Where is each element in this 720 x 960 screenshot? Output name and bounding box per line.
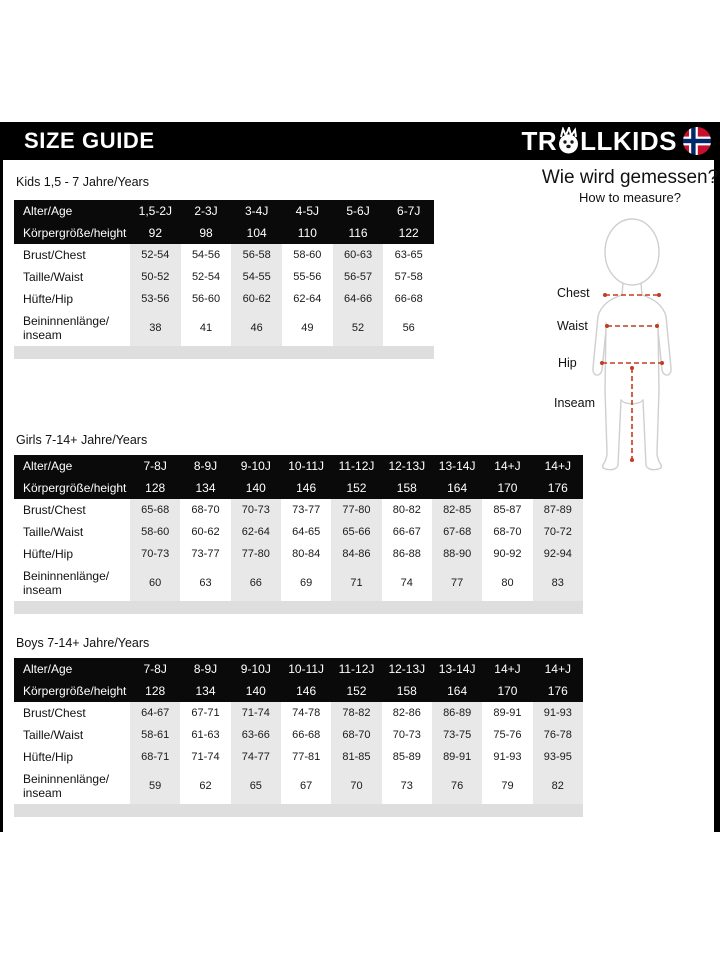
row-label: Taille/Waist bbox=[23, 524, 84, 539]
section-label-boys: Boys 7-14+ Jahre/Years bbox=[16, 636, 150, 650]
value-cell: 71-74 bbox=[191, 751, 220, 763]
value-cell: 91-93 bbox=[533, 702, 583, 724]
title-bar bbox=[0, 122, 720, 160]
value-cell: 77 bbox=[432, 565, 482, 601]
value-cell: 12-13J bbox=[388, 662, 426, 676]
table-header bbox=[14, 200, 434, 244]
table-header bbox=[14, 455, 583, 499]
value-cell: 140 bbox=[245, 684, 266, 698]
value-cell: 90-92 bbox=[493, 548, 522, 560]
value-cell: 152 bbox=[346, 684, 367, 698]
value-cell: 4-5J bbox=[295, 204, 320, 218]
value-cell: 52 bbox=[333, 310, 384, 346]
value-cell: 7-8J bbox=[143, 662, 167, 676]
table-footer-bar bbox=[14, 804, 583, 817]
table-footer-bar bbox=[14, 601, 583, 614]
value-cell: 128 bbox=[145, 481, 166, 495]
value-cell: 66-67 bbox=[392, 526, 421, 538]
value-cell: 71 bbox=[331, 565, 381, 601]
value-cell: 8-9J bbox=[193, 662, 218, 676]
value-cell: 65-66 bbox=[331, 521, 381, 543]
value-cell: 57-58 bbox=[394, 271, 423, 283]
table-row bbox=[14, 768, 583, 804]
value-cell: 8-9J bbox=[193, 459, 218, 473]
value-cell: 116 bbox=[348, 226, 368, 240]
value-cell: 170 bbox=[497, 684, 518, 698]
value-cell: 63 bbox=[199, 577, 212, 589]
value-cell: 70-73 bbox=[130, 543, 180, 565]
left-frame-line bbox=[0, 160, 3, 832]
value-cell: 80-84 bbox=[292, 548, 321, 560]
brand-logo bbox=[521, 126, 712, 156]
row-label: Brust/Chest bbox=[23, 247, 86, 262]
size-table-kids bbox=[14, 200, 434, 359]
table-row bbox=[14, 521, 583, 543]
row-label: Beininnenlänge/ inseam bbox=[23, 313, 110, 342]
value-cell: 134 bbox=[195, 684, 216, 698]
brand-text-left: TR bbox=[521, 126, 558, 156]
table-row bbox=[14, 543, 583, 565]
value-cell: 62-64 bbox=[293, 293, 322, 305]
row-label: Alter/Age bbox=[23, 203, 73, 218]
value-cell: 56-57 bbox=[333, 266, 384, 288]
size-table-girls bbox=[14, 455, 583, 614]
value-cell: 62-64 bbox=[231, 521, 281, 543]
value-cell: 46 bbox=[231, 310, 282, 346]
value-cell: 134 bbox=[195, 481, 216, 495]
value-cell: 56-60 bbox=[191, 293, 221, 305]
value-cell: 53-56 bbox=[130, 288, 181, 310]
value-cell: 176 bbox=[547, 684, 568, 698]
table-row bbox=[14, 310, 434, 346]
value-cell: 89-91 bbox=[493, 707, 522, 719]
table-row bbox=[14, 477, 583, 499]
row-label: Taille/Waist bbox=[23, 269, 84, 284]
value-cell: 52-54 bbox=[191, 271, 221, 283]
row-label: Alter/Age bbox=[23, 661, 73, 676]
value-cell: 14+J bbox=[494, 662, 521, 676]
table-row bbox=[14, 200, 434, 222]
value-cell: 6-7J bbox=[397, 204, 421, 218]
value-cell: 67-71 bbox=[191, 707, 220, 719]
value-cell: 86-89 bbox=[432, 702, 482, 724]
value-cell: 152 bbox=[346, 481, 367, 495]
value-cell: 1,5-2J bbox=[138, 204, 173, 218]
body-figure bbox=[545, 218, 715, 473]
value-cell: 80 bbox=[501, 577, 514, 589]
value-cell: 70 bbox=[331, 768, 381, 804]
table-row bbox=[14, 244, 434, 266]
value-cell: 158 bbox=[396, 481, 417, 495]
value-cell: 73-75 bbox=[432, 724, 482, 746]
value-cell: 10-11J bbox=[288, 459, 325, 473]
value-cell: 92-94 bbox=[533, 543, 583, 565]
value-cell: 68-70 bbox=[331, 724, 381, 746]
table-row bbox=[14, 455, 583, 477]
value-cell: 146 bbox=[296, 481, 317, 495]
value-cell: 104 bbox=[246, 226, 267, 240]
value-cell: 73-77 bbox=[292, 504, 321, 516]
value-cell: 50-52 bbox=[130, 266, 181, 288]
row-label: Hüfte/Hip bbox=[23, 749, 74, 764]
value-cell: 80-82 bbox=[392, 504, 421, 516]
value-cell: 52-54 bbox=[130, 244, 181, 266]
value-cell: 85-89 bbox=[392, 751, 421, 763]
value-cell: 78-82 bbox=[331, 702, 381, 724]
value-cell: 5-6J bbox=[346, 204, 370, 218]
value-cell: 14+J bbox=[544, 662, 571, 676]
value-cell: 83 bbox=[533, 565, 583, 601]
value-cell: 65 bbox=[231, 768, 281, 804]
value-cell: 55-56 bbox=[293, 271, 322, 283]
value-cell: 11-12J bbox=[338, 459, 375, 473]
value-cell: 56-58 bbox=[231, 244, 282, 266]
value-cell: 60-62 bbox=[231, 288, 282, 310]
value-cell: 13-14J bbox=[438, 662, 476, 676]
table-row bbox=[14, 565, 583, 601]
value-cell: 110 bbox=[297, 226, 317, 240]
value-cell: 54-55 bbox=[231, 266, 282, 288]
value-cell: 67-68 bbox=[432, 521, 482, 543]
table-row bbox=[14, 746, 583, 768]
value-cell: 68-70 bbox=[493, 526, 522, 538]
value-cell: 14+J bbox=[494, 459, 521, 473]
value-cell: 7-8J bbox=[143, 459, 167, 473]
row-label: Körpergröße/height bbox=[23, 683, 127, 698]
measure-heading-de: Wie wird gemessen? bbox=[541, 167, 719, 188]
value-cell: 164 bbox=[447, 684, 468, 698]
value-cell: 41 bbox=[199, 322, 213, 334]
troll-face-icon bbox=[557, 127, 580, 155]
value-cell: 77-81 bbox=[292, 751, 321, 763]
value-cell: 62 bbox=[199, 780, 212, 792]
value-cell: 77-80 bbox=[331, 499, 381, 521]
value-cell: 11-12J bbox=[338, 662, 375, 676]
value-cell: 70-73 bbox=[392, 729, 421, 741]
value-cell: 89-91 bbox=[432, 746, 482, 768]
value-cell: 60 bbox=[130, 565, 180, 601]
row-label: Hüfte/Hip bbox=[23, 291, 74, 306]
value-cell: 68-71 bbox=[130, 746, 180, 768]
value-cell: 63-65 bbox=[394, 249, 423, 261]
measure-heading-en: How to measure? bbox=[579, 190, 681, 205]
table-row bbox=[14, 724, 583, 746]
value-cell: 86-88 bbox=[392, 548, 421, 560]
value-cell: 71-74 bbox=[231, 702, 281, 724]
value-cell: 146 bbox=[296, 684, 317, 698]
table-row bbox=[14, 266, 434, 288]
value-cell: 64-66 bbox=[333, 288, 384, 310]
value-cell: 60-62 bbox=[191, 526, 220, 538]
value-cell: 92 bbox=[148, 226, 163, 240]
value-cell: 82 bbox=[533, 768, 583, 804]
figure-left-arm bbox=[593, 295, 622, 375]
value-cell: 56 bbox=[402, 322, 415, 334]
body-figure-drawing bbox=[545, 218, 715, 473]
section-label-kids: Kids 1,5 - 7 Jahre/Years bbox=[16, 175, 149, 189]
value-cell: 66 bbox=[231, 565, 281, 601]
value-cell: 68-70 bbox=[191, 504, 220, 516]
row-label: Brust/Chest bbox=[23, 705, 86, 720]
value-cell: 82-85 bbox=[432, 499, 482, 521]
brand-text-right: LLKIDS bbox=[580, 126, 677, 156]
measure-label-chest: Chest bbox=[557, 286, 590, 300]
value-cell: 76-78 bbox=[533, 724, 583, 746]
value-cell: 77-80 bbox=[231, 543, 281, 565]
measure-label-waist: Waist bbox=[557, 319, 588, 333]
figure-right-leg bbox=[643, 390, 661, 470]
value-cell: 13-14J bbox=[438, 459, 476, 473]
value-cell: 74 bbox=[400, 577, 413, 589]
value-cell: 58-60 bbox=[130, 521, 180, 543]
row-label: Beininnenlänge/ inseam bbox=[23, 771, 110, 800]
value-cell: 2-3J bbox=[194, 204, 218, 218]
value-cell: 10-11J bbox=[288, 662, 325, 676]
value-cell: 70-73 bbox=[231, 499, 281, 521]
value-cell: 98 bbox=[199, 226, 213, 240]
value-cell: 73-77 bbox=[191, 548, 220, 560]
value-cell: 65-68 bbox=[130, 499, 180, 521]
value-cell: 9-10J bbox=[240, 662, 271, 676]
value-cell: 176 bbox=[547, 481, 568, 495]
value-cell: 140 bbox=[245, 481, 266, 495]
value-cell: 63-66 bbox=[231, 724, 281, 746]
value-cell: 64-67 bbox=[130, 702, 180, 724]
value-cell: 82-86 bbox=[392, 707, 421, 719]
row-label: Taille/Waist bbox=[23, 727, 84, 742]
table-row bbox=[14, 499, 583, 521]
value-cell: 85-87 bbox=[493, 504, 522, 516]
value-cell: 164 bbox=[447, 481, 468, 495]
value-cell: 69 bbox=[300, 577, 313, 589]
value-cell: 170 bbox=[497, 481, 518, 495]
value-cell: 87-89 bbox=[533, 499, 583, 521]
value-cell: 75-76 bbox=[493, 729, 522, 741]
value-cell: 61-63 bbox=[191, 729, 220, 741]
value-cell: 74-78 bbox=[292, 707, 321, 719]
value-cell: 84-86 bbox=[331, 543, 381, 565]
row-label: Brust/Chest bbox=[23, 502, 86, 517]
value-cell: 66-68 bbox=[394, 293, 423, 305]
norway-flag-icon bbox=[682, 126, 712, 156]
table-row bbox=[14, 680, 583, 702]
value-cell: 58-60 bbox=[293, 249, 322, 261]
row-label: Körpergröße/height bbox=[23, 480, 127, 495]
row-label: Alter/Age bbox=[23, 458, 73, 473]
value-cell: 54-56 bbox=[191, 249, 221, 261]
value-cell: 58-61 bbox=[130, 724, 180, 746]
table-row bbox=[14, 658, 583, 680]
value-cell: 158 bbox=[396, 684, 417, 698]
measure-label-hip: Hip bbox=[558, 356, 577, 370]
figure-head bbox=[605, 219, 659, 285]
value-cell: 60-63 bbox=[333, 244, 384, 266]
measure-label-inseam: Inseam bbox=[554, 396, 595, 410]
figure-left-leg bbox=[603, 390, 621, 470]
value-cell: 59 bbox=[130, 768, 180, 804]
value-cell: 91-93 bbox=[493, 751, 522, 763]
table-row bbox=[14, 702, 583, 724]
value-cell: 81-85 bbox=[331, 746, 381, 768]
value-cell: 49 bbox=[301, 322, 314, 334]
row-label: Hüfte/Hip bbox=[23, 546, 74, 561]
value-cell: 74-77 bbox=[231, 746, 281, 768]
value-cell: 12-13J bbox=[388, 459, 426, 473]
table-row bbox=[14, 222, 434, 244]
row-label: Beininnenlänge/ inseam bbox=[23, 568, 110, 597]
table-row bbox=[14, 288, 434, 310]
value-cell: 38 bbox=[130, 310, 181, 346]
value-cell: 70-72 bbox=[533, 521, 583, 543]
value-cell: 128 bbox=[145, 684, 166, 698]
value-cell: 9-10J bbox=[240, 459, 271, 473]
value-cell: 73 bbox=[400, 780, 413, 792]
value-cell: 3-4J bbox=[245, 204, 269, 218]
value-cell: 14+J bbox=[544, 459, 571, 473]
value-cell: 76 bbox=[432, 768, 482, 804]
value-cell: 64-65 bbox=[292, 526, 321, 538]
value-cell: 66-68 bbox=[292, 729, 321, 741]
value-cell: 88-90 bbox=[432, 543, 482, 565]
measure-heading bbox=[540, 167, 720, 205]
value-cell: 122 bbox=[398, 226, 419, 240]
size-table-boys bbox=[14, 658, 583, 817]
table-footer-bar bbox=[14, 346, 434, 359]
value-cell: 79 bbox=[501, 780, 514, 792]
row-label: Körpergröße/height bbox=[23, 225, 127, 240]
table-header bbox=[14, 658, 583, 702]
value-cell: 93-95 bbox=[533, 746, 583, 768]
section-label-girls: Girls 7-14+ Jahre/Years bbox=[16, 433, 148, 447]
page-title: SIZE GUIDE bbox=[24, 128, 155, 153]
value-cell: 67 bbox=[300, 780, 313, 792]
